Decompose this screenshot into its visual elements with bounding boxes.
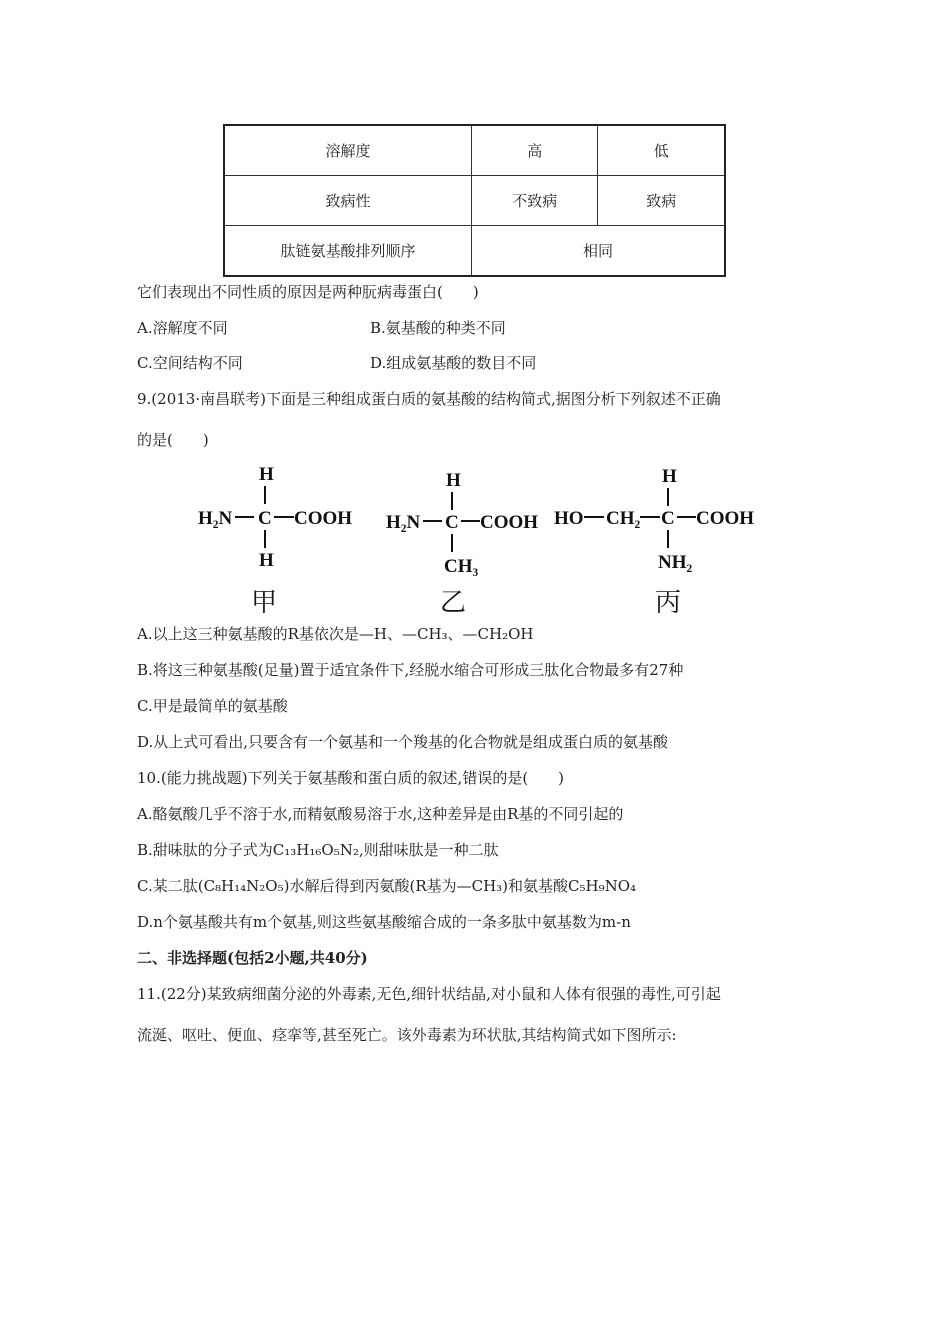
table-cell: 高 — [471, 125, 598, 176]
table-cell-merged: 相同 — [471, 226, 725, 277]
q9-option-a: A.以上这三种氨基酸的R基依次是—H、—CH₃、—CH₂OH — [137, 625, 534, 643]
structure-jia — [190, 458, 360, 578]
q8-stem: 它们表现出不同性质的原因是两种朊病毒蛋白( ) — [137, 283, 479, 301]
q9-option-c: C.甲是最简单的氨基酸 — [137, 697, 288, 715]
table-cell: 不致病 — [471, 176, 598, 226]
group-ho: HO — [554, 508, 584, 529]
structure-yi — [382, 464, 552, 584]
table-cell-label: 致病性 — [224, 176, 471, 226]
table-cell-label: 肽链氨基酸排列顺序 — [224, 226, 471, 277]
atom-h-top: H — [446, 470, 461, 491]
caption-yi: 乙 — [440, 588, 467, 618]
table-cell: 致病 — [598, 176, 725, 226]
prion-property-table — [223, 124, 726, 277]
q8-option-d: D.组成氨基酸的数目不同 — [370, 354, 537, 372]
atom-h2n: H₂N — [386, 512, 421, 533]
group-ch3: CH₃ — [444, 556, 479, 577]
q10-option-d: D.n个氨基酸共有m个氨基,则这些氨基酸缩合成的一条多肽中氨基数为m-n — [137, 913, 631, 931]
section-heading: 二、非选择题(包括2小题,共40分) — [137, 949, 368, 967]
q9-stem-line2: 的是( ) — [137, 431, 209, 449]
group-cooh: COOH — [480, 512, 539, 533]
q8-option-a: A.溶解度不同 — [137, 319, 228, 337]
group-cooh: COOH — [696, 508, 755, 529]
atom-h-top: H — [662, 466, 677, 487]
atom-h-top: H — [259, 464, 274, 485]
table-row — [224, 125, 725, 176]
group-ch2: CH₂ — [606, 508, 641, 529]
q10-option-c: C.某二肽(C₈H₁₄N₂O₅)水解后得到丙氨酸(R基为—CH₃)和氨基酸C₅H₉NO₄ — [137, 877, 637, 895]
table-row — [224, 226, 725, 277]
q10-stem: 10.(能力挑战题)下列关于氨基酸和蛋白质的叙述,错误的是( ) — [137, 769, 565, 787]
caption-bing: 丙 — [655, 588, 682, 618]
structure-bing — [550, 460, 770, 580]
atom-h-bottom: H — [259, 550, 274, 571]
atom-c: C — [445, 512, 459, 533]
q11-line2: 流涎、呕吐、便血、痉挛等,甚至死亡。该外毒素为环状肽,其结构简式如下图所示: — [137, 1026, 677, 1044]
table-row — [224, 176, 725, 226]
q9-option-b: B.将这三种氨基酸(足量)置于适宜条件下,经脱水缩合可形成三肽化合物最多有27种 — [137, 661, 684, 679]
group-cooh: COOH — [294, 508, 353, 529]
caption-jia: 甲 — [251, 588, 278, 618]
atom-h2n: H₂N — [198, 508, 233, 529]
q8-option-b: B.氨基酸的种类不同 — [370, 319, 506, 337]
table-cell-label: 溶解度 — [224, 125, 471, 176]
q10-option-b: B.甜味肽的分子式为C₁₃H₁₆O₅N₂,则甜味肽是一种二肽 — [137, 841, 499, 859]
group-nh2: NH₂ — [658, 552, 693, 573]
q9-option-d: D.从上式可看出,只要含有一个氨基和一个羧基的化合物就是组成蛋白质的氨基酸 — [137, 733, 669, 751]
q11-line1: 11.(22分)某致病细菌分泌的外毒素,无色,细针状结晶,对小鼠和人体有很强的毒性,可引起 — [137, 985, 721, 1003]
table-cell: 低 — [598, 125, 725, 176]
q8-option-c: C.空间结构不同 — [137, 354, 243, 372]
atom-c: C — [258, 508, 272, 529]
q10-option-a: A.酪氨酸几乎不溶于水,而精氨酸易溶于水,这种差异是由R基的不同引起的 — [137, 805, 624, 823]
q9-stem-line1: 9.(2013·南昌联考)下面是三种组成蛋白质的氨基酸的结构简式,据图分析下列叙述不正确 — [137, 390, 721, 408]
atom-c: C — [661, 508, 675, 529]
